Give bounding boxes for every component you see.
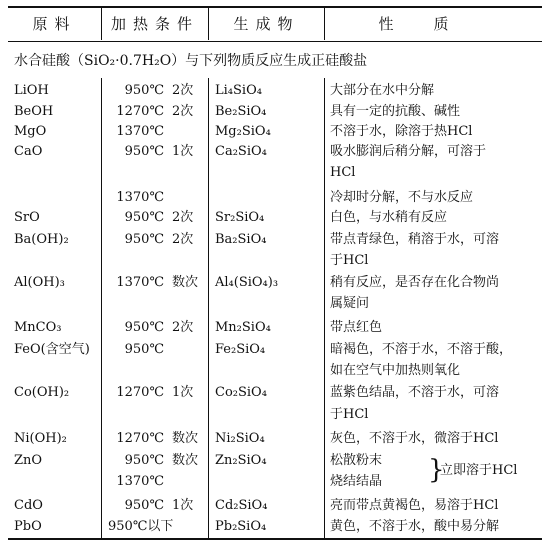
cell-material: Ba(OH)₂	[14, 232, 69, 247]
cell-repeat-count: 1次	[172, 385, 194, 400]
table-row	[0, 142, 550, 162]
cell-temperature: 1270℃	[116, 431, 164, 446]
table-row	[0, 340, 550, 360]
cell-product: Al₄(SiO₄)₃	[215, 275, 279, 290]
cell-repeat-count: 1次	[172, 498, 194, 513]
cell-product: Fe₂SiO₄	[215, 342, 266, 357]
table-row	[0, 405, 550, 425]
table-row	[0, 517, 550, 537]
cell-temperature: 950℃	[124, 320, 164, 335]
cell-material: Al(OH)₃	[14, 275, 65, 290]
cell-repeat-count: 2次	[172, 83, 194, 98]
cell-property: 不溶于水，除溶于热HCl	[330, 124, 473, 139]
table-row	[0, 429, 550, 449]
bottom-border	[8, 538, 542, 540]
cell-material: MnCO₃	[14, 320, 62, 335]
cell-property: 带点青绿色，稍溶于水，可溶	[330, 232, 500, 247]
header-property: 性质	[378, 15, 489, 33]
table-row	[0, 208, 550, 228]
header-material: 原料	[32, 15, 77, 33]
cell-property: 烧结结晶	[330, 474, 383, 489]
cell-repeat-count: 1次	[172, 144, 194, 159]
cell-repeat-count: 数次	[172, 431, 199, 446]
cell-product: Ca₂SiO₄	[215, 144, 267, 159]
cell-repeat-count: 数次	[172, 453, 199, 468]
cell-material: ZnO	[14, 453, 43, 468]
cell-property: 带点红色	[330, 320, 383, 335]
cell-temperature: 950℃	[124, 210, 164, 225]
table-row	[0, 273, 550, 293]
cell-repeat-count: 2次	[172, 320, 194, 335]
cell-product: Co₂SiO₄	[215, 385, 267, 400]
cell-property: 暗褐色，不溶于水，不溶于酸，	[330, 342, 513, 357]
table-row	[0, 230, 550, 250]
cell-product: Ni₂SiO₄	[215, 431, 265, 446]
table-caption: 水合硅酸（SiO₂·0.7H₂O）与下列物质反应生成正硅酸盐	[14, 53, 368, 69]
cell-material: PbO	[14, 519, 42, 534]
cell-temperature: 950℃	[124, 453, 164, 468]
cell-material: Ni(OH)₂	[14, 431, 67, 446]
cell-product: Ba₂SiO₄	[215, 232, 267, 247]
cell-property: 松散粉末	[330, 453, 383, 468]
cell-temperature: 1370℃	[116, 474, 164, 489]
cell-temperature: 1370℃	[116, 124, 164, 139]
table-row	[0, 361, 550, 381]
cell-property: 属疑问	[330, 296, 370, 311]
cell-product: Li₄SiO₄	[215, 83, 262, 98]
header-condition: 加热条件	[110, 15, 199, 33]
cell-product: Zn₂SiO₄	[215, 453, 267, 468]
cell-repeat-count: 2次	[172, 210, 194, 225]
cell-product: Sr₂SiO₄	[215, 210, 265, 225]
cell-property: 白色，与水稍有反应	[330, 210, 448, 225]
cell-temperature: 950℃	[124, 83, 164, 98]
cell-material: MgO	[14, 124, 47, 139]
table-row	[0, 188, 550, 208]
cell-temperature: 1270℃	[116, 385, 164, 400]
cell-material: CaO	[14, 144, 43, 159]
brace-glyph: }	[428, 455, 445, 485]
zno-note-text: 立即溶于HCl	[440, 463, 518, 478]
cell-property: 吸水膨润后稍分解，可溶于	[330, 144, 487, 159]
cell-repeat-count: 2次	[172, 232, 194, 247]
cell-temperature: 950℃	[124, 232, 164, 247]
cell-material: CdO	[14, 498, 43, 513]
top-border	[8, 6, 542, 8]
cell-property: 黄色，不溶于水，酸中易分解	[330, 519, 500, 534]
cell-property: 于HCl	[330, 253, 369, 268]
cell-material: Co(OH)₂	[14, 385, 70, 400]
cell-property: 稍有反应，是否存在化合物尚	[330, 275, 500, 290]
table-row	[0, 496, 550, 516]
cell-property: 于HCl	[330, 407, 369, 422]
cell-material: SrO	[14, 210, 40, 225]
table-row	[0, 318, 550, 338]
table-row	[0, 122, 550, 142]
table-row	[0, 163, 550, 183]
cell-temperature: 950℃	[124, 498, 164, 513]
header-divider	[8, 41, 542, 42]
cell-repeat-count: 2次	[172, 104, 194, 119]
zno-dissolution-note	[0, 451, 550, 491]
cell-property: 灰色，不溶于水，微溶于HCl	[330, 431, 499, 446]
cell-property: 如在空气中加热则氧化	[330, 363, 461, 378]
table-row	[0, 294, 550, 314]
cell-property: 大部分在水中分解	[330, 83, 435, 98]
cell-product: Mg₂SiO₄	[215, 124, 271, 139]
table-row	[0, 251, 550, 271]
cell-property: 亮而带点黄褐色，易溶于HCl	[330, 498, 499, 513]
cell-product: Pb₂SiO₄	[215, 519, 267, 534]
cell-repeat-count: 数次	[172, 275, 199, 290]
cell-property: HCl	[330, 165, 356, 180]
cell-temperature: 1370℃	[116, 275, 164, 290]
cell-property: 具有一定的抗酸、碱性	[330, 104, 461, 119]
cell-property: 蓝紫色结晶，不溶于水，可溶	[330, 385, 500, 400]
table-row	[0, 102, 550, 122]
cell-temperature: 950℃以下	[108, 519, 174, 534]
cell-material: FeO(含空气)	[14, 342, 90, 357]
cell-temperature: 950℃	[124, 144, 164, 159]
cell-material: BeOH	[14, 104, 54, 119]
cell-temperature: 1270℃	[116, 104, 164, 119]
cell-property: 冷却时分解，不与水反应	[330, 190, 474, 205]
header-product: 生成物	[233, 15, 300, 33]
cell-product: Mn₂SiO₄	[215, 320, 271, 335]
cell-temperature: 1370℃	[116, 190, 164, 205]
cell-product: Be₂SiO₄	[215, 104, 267, 119]
table-row	[0, 383, 550, 403]
cell-temperature: 950℃	[124, 342, 164, 357]
cell-material: LiOH	[14, 83, 49, 98]
cell-product: Cd₂SiO₄	[215, 498, 268, 513]
table-row	[0, 81, 550, 101]
